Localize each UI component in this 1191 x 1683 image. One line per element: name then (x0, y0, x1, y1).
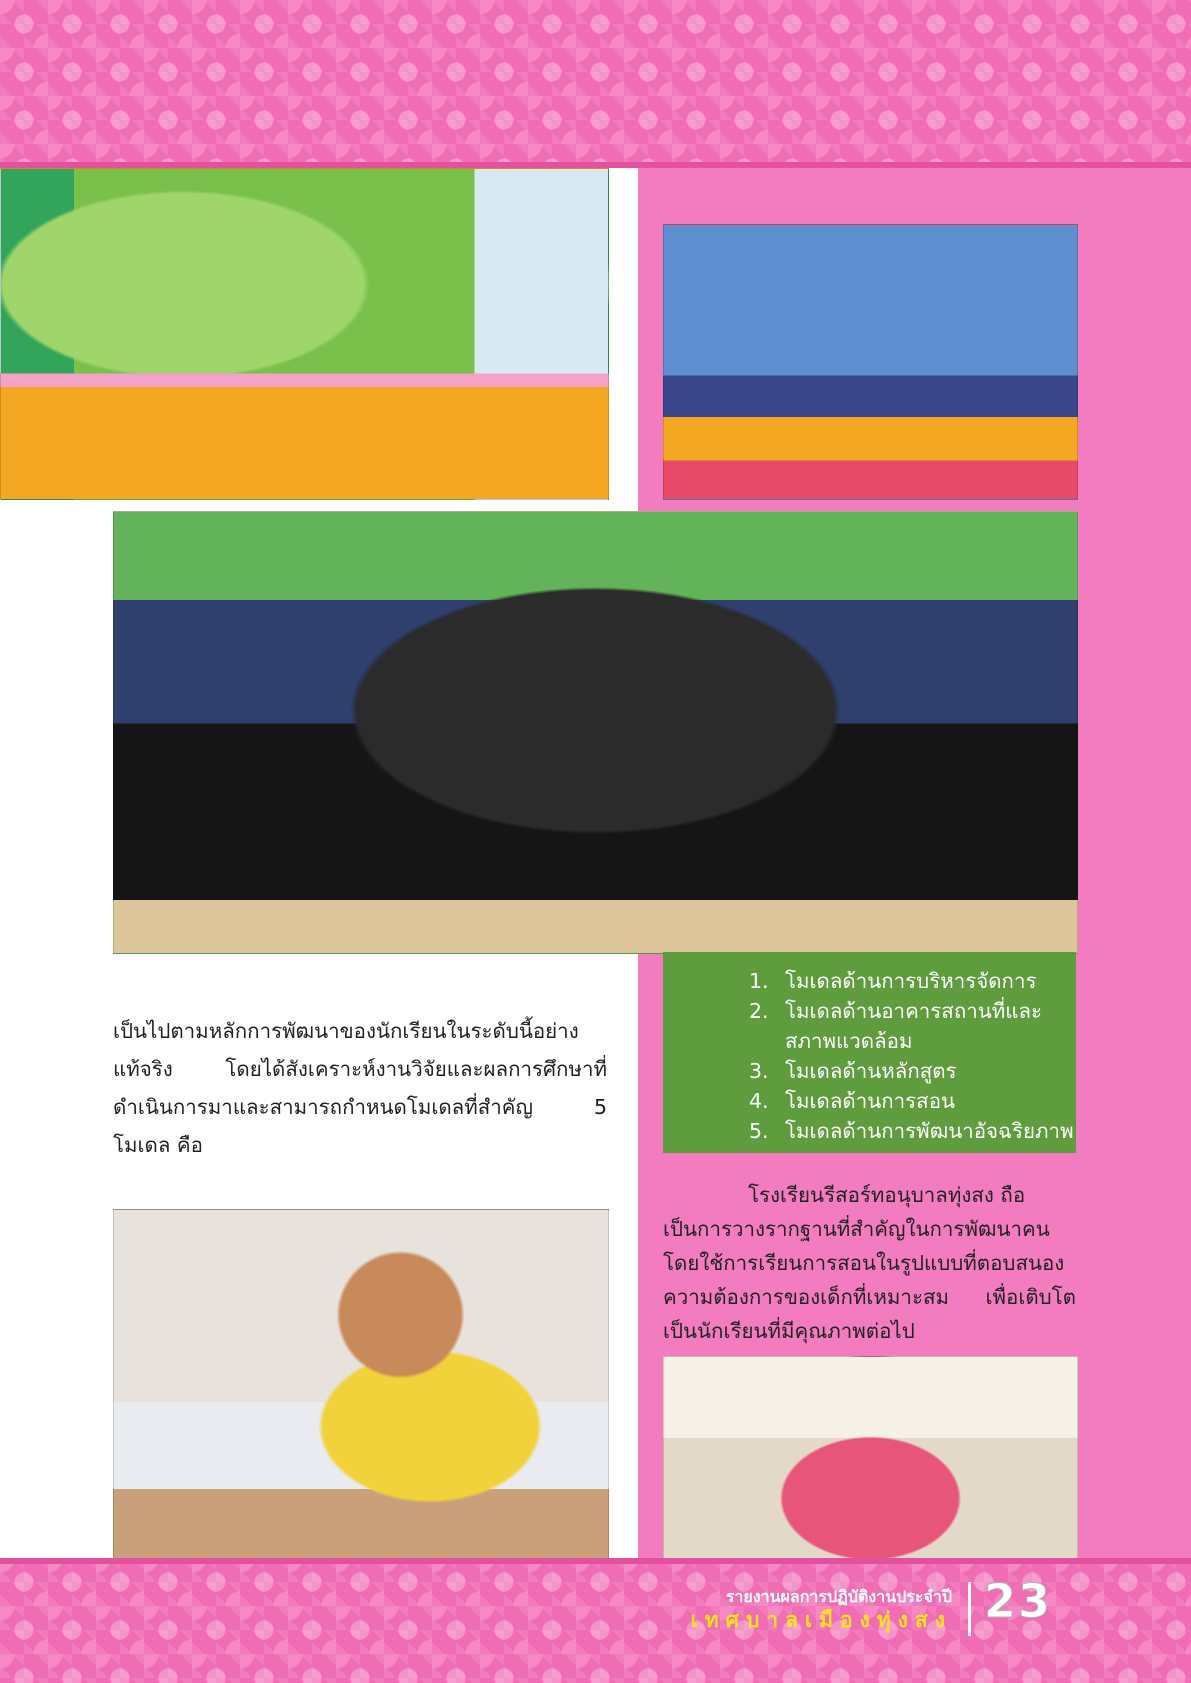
list-number: 4. (749, 1089, 769, 1113)
footer-municipality: เทศบาลเมืองทุ่งสง (690, 1608, 952, 1632)
list-text: โมเดลด้านอาคารสถานที่และสภาพแวดล้อม (785, 999, 1043, 1053)
photo-kindergarten-class (663, 1356, 1078, 1560)
list-number: 5. (749, 1119, 769, 1143)
list-item (749, 1116, 1076, 1146)
photo-graduates-group (113, 511, 1078, 954)
photo-graduation-ceremony-stage (0, 168, 609, 500)
intro-paragraph: เป็นไปตามหลักการพัฒนาของนักเรียนในระดับนี้อย่างแท้จริง โดยได้สังเคราะห์งานวิจัยและผลการศึกษาที่ดำเนินการมาและสามารถกำหนดโมเดลที่สำคัญ 5 โมเดล คือ (113, 1019, 607, 1157)
page-number: 23 (984, 1574, 1053, 1628)
photo-child-drawing (113, 1209, 609, 1560)
school-paragraph-first-line: โรงเรียนรีสอร์ทอนุบาลทุ่งสง ถือ (748, 1183, 1026, 1207)
list-item (749, 1056, 1076, 1086)
footer-separator (968, 1582, 971, 1636)
list-text: โมเดลด้านหลักสูตร (785, 1059, 957, 1083)
list-text: โมเดลด้านการพัฒนาอัจฉริยภาพ (785, 1119, 1074, 1143)
list-number: 2. (749, 999, 769, 1023)
school-paragraph (663, 1178, 1076, 1348)
list-number: 1. (749, 969, 769, 993)
footer-report-title: รายงานผลการปฏิบัติงานประจำปี (725, 1587, 952, 1606)
list-text: โมเดลด้านการสอน (785, 1089, 956, 1113)
models-list (663, 952, 1076, 1146)
photo-diploma-handover (663, 224, 1078, 500)
list-text: โมเดลด้านการบริหารจัดการ (785, 969, 1037, 993)
top-ornamental-band (0, 0, 1191, 168)
models-list-box (663, 952, 1076, 1153)
list-item (749, 1086, 1076, 1116)
list-number: 3. (749, 1059, 769, 1083)
list-item (749, 996, 1076, 1056)
list-item (749, 966, 1076, 996)
school-paragraph-continuation: เป็นการวางรากฐานที่สำคัญในการพัฒนาคนโดยใช้การเรียนการสอนในรูปแบบที่ตอบสนองความต้องการของเด็กที่เหมาะสม เพื่อเติบโตเป็นนักเรียนที่มีคุณภาพต่อไป (663, 1217, 1076, 1343)
